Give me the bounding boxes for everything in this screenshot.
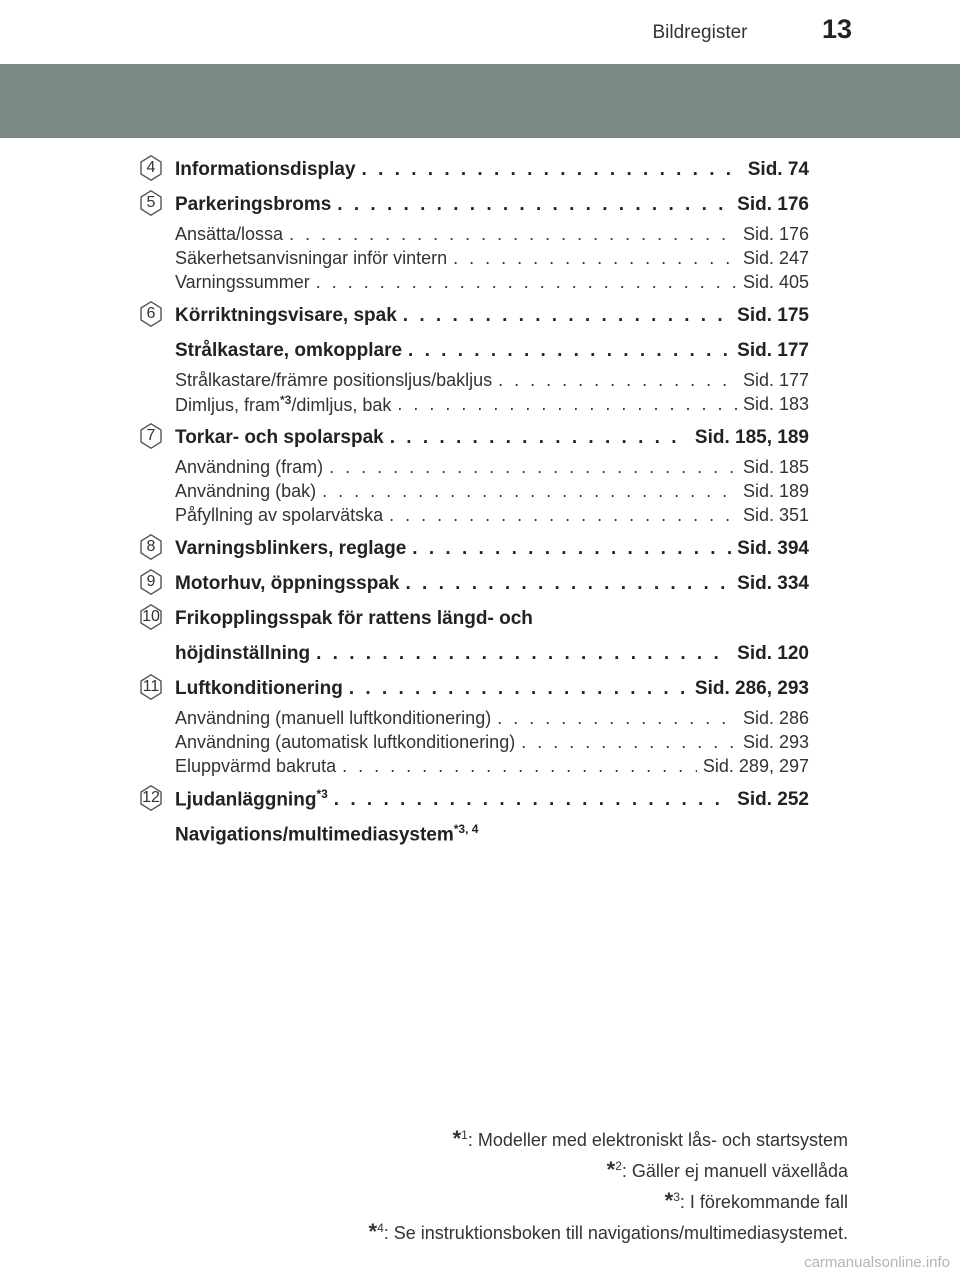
- index-subitem: [175, 368, 809, 392]
- callout-number-badge: [140, 674, 162, 700]
- index-entry: [0, 601, 960, 671]
- footnote-star: *: [606, 1157, 616, 1182]
- index-entry: [0, 187, 960, 298]
- page-reference: Sid. 286, 293: [694, 677, 809, 699]
- page-reference: Sid. 405: [742, 271, 809, 292]
- watermark: carmanualsonline.info: [804, 1254, 950, 1271]
- entry-label: Användning (automatisk luftkonditionering): [175, 731, 516, 752]
- dot-leader: [408, 340, 731, 362]
- dot-leader: [334, 789, 731, 811]
- page-reference: Sid. 183: [742, 393, 809, 414]
- page-reference: Sid. 394: [737, 537, 809, 559]
- index-heading: [175, 298, 809, 333]
- index-subitem: [175, 270, 809, 294]
- badge-number: 10: [142, 608, 160, 625]
- footnote-marker: *3: [280, 392, 292, 407]
- entry-label: Strålkastare/främre positionsljus/bakljus: [175, 369, 493, 390]
- page-reference: Sid. 185: [742, 456, 809, 477]
- dot-leader: [453, 248, 737, 269]
- index-heading: [175, 420, 809, 455]
- dot-leader: [497, 708, 737, 729]
- index-subitem: [175, 455, 809, 479]
- footnote: [148, 1122, 848, 1153]
- index-heading: [175, 531, 809, 566]
- index-subitem: [175, 246, 809, 270]
- entry-label: Användning (fram): [175, 456, 324, 477]
- badge-number: 9: [146, 573, 156, 590]
- entry-label: Ljudanläggning: [175, 789, 317, 811]
- callout-number-badge: [140, 423, 162, 449]
- index-entry: [0, 298, 960, 420]
- footnote-marker: *3: [316, 787, 328, 802]
- badge-number: 4: [146, 159, 156, 176]
- index-entry: [0, 152, 960, 187]
- page-header: [0, 0, 960, 56]
- page-reference: Sid. 252: [737, 788, 809, 810]
- entry-label: Strålkastare, omkopplare: [175, 339, 403, 361]
- page-reference: Sid. 185, 189: [694, 426, 809, 448]
- entry-label-suffix: /dimljus, bak: [291, 394, 392, 415]
- footnote-number: 1: [461, 1128, 468, 1142]
- entry-label: Dimljus, fram: [175, 394, 281, 415]
- badge-number: 7: [146, 427, 156, 444]
- index-entry: [0, 671, 960, 782]
- dot-leader: [349, 678, 689, 700]
- footnote-number: 4: [377, 1221, 384, 1235]
- entry-label: Informationsdisplay: [175, 158, 356, 180]
- badge-number: 11: [142, 678, 160, 695]
- footnote-marker: *3, 4: [453, 822, 479, 837]
- footnote: [148, 1215, 848, 1246]
- page-reference: Sid. 247: [742, 247, 809, 268]
- index-entry: [0, 566, 960, 601]
- dot-leader: [322, 481, 737, 502]
- dot-leader: [412, 538, 731, 560]
- entry-label: Säkerhetsanvisningar inför vintern: [175, 247, 448, 268]
- entry-label: Användning (bak): [175, 480, 317, 501]
- page-reference: Sid. 175: [737, 304, 809, 326]
- dot-leader: [389, 505, 737, 526]
- index-heading: [175, 782, 809, 817]
- dot-leader: [289, 224, 737, 245]
- index-subitem: [175, 754, 809, 778]
- dot-leader: [397, 394, 737, 415]
- section-title: Bildregister: [652, 22, 748, 43]
- entry-label: Påfyllning av spolarvätska: [175, 504, 384, 525]
- dot-leader: [337, 194, 731, 216]
- index-heading: [175, 817, 809, 852]
- dot-leader: [316, 272, 737, 293]
- dot-leader: [316, 643, 731, 665]
- entry-label: Torkar- och spolarspak: [175, 426, 384, 448]
- badge-number: 8: [146, 538, 156, 555]
- callout-number-badge: [140, 534, 162, 560]
- page-reference: Sid. 120: [737, 642, 809, 664]
- dot-leader: [329, 457, 737, 478]
- index-subitem: [175, 392, 809, 416]
- page-reference: Sid. 74: [747, 158, 809, 180]
- footnote-star: *: [368, 1219, 378, 1244]
- footnote-text: : Se instruktionsboken till navigations/multimediasystemet.: [383, 1223, 848, 1243]
- footnote-number: 2: [615, 1159, 622, 1173]
- entry-label: Motorhuv, öppningsspak: [175, 572, 400, 594]
- footnote-text: : Modeller med elektroniskt lås- och startsystem: [467, 1130, 848, 1150]
- footnote: [148, 1184, 848, 1215]
- index-entry: [0, 782, 960, 852]
- dot-leader: [498, 370, 737, 391]
- page-reference: Sid. 351: [742, 504, 809, 525]
- badge-number: 6: [146, 305, 156, 322]
- callout-number-badge: [140, 604, 162, 630]
- page-reference: Sid. 189: [742, 480, 809, 501]
- page-reference: Sid. 286: [742, 707, 809, 728]
- entry-label: Frikopplingsspak för rattens längd- och: [175, 607, 533, 629]
- footnote-text: : Gäller ej manuell växellåda: [621, 1161, 848, 1181]
- callout-number-badge: [140, 190, 162, 216]
- entry-label: Användning (manuell luftkonditionering): [175, 707, 492, 728]
- entry-label: Eluppvärmd bakruta: [175, 755, 337, 776]
- entry-label: Parkeringsbroms: [175, 193, 332, 215]
- callout-number-badge: [140, 301, 162, 327]
- index-list: [0, 152, 960, 852]
- callout-number-badge: [140, 155, 162, 181]
- index-heading: [175, 601, 809, 636]
- footnote-text: : I förekommande fall: [679, 1192, 848, 1212]
- entry-label: höjdinställning: [175, 642, 311, 664]
- page-reference: Sid. 334: [737, 572, 809, 594]
- entry-label: Varningssummer: [175, 271, 310, 292]
- badge-number: 12: [142, 789, 160, 806]
- page-reference: Sid. 176: [742, 223, 809, 244]
- callout-number-badge: [140, 785, 162, 811]
- entry-label: Varningsblinkers, reglage: [175, 537, 407, 559]
- index-entry: [0, 531, 960, 566]
- entry-label: Ansätta/lossa: [175, 223, 284, 244]
- page-reference: Sid. 177: [737, 339, 809, 361]
- dot-leader: [390, 427, 689, 449]
- page-reference: Sid. 177: [742, 369, 809, 390]
- index-heading: [175, 566, 809, 601]
- callout-number-badge: [140, 569, 162, 595]
- index-subitem: [175, 222, 809, 246]
- page-reference: Sid. 293: [742, 731, 809, 752]
- header-band: [0, 64, 960, 138]
- entry-label: Körriktningsvisare, spak: [175, 304, 397, 326]
- footnote-star: *: [452, 1126, 462, 1151]
- index-heading: [175, 187, 809, 222]
- entry-label: Navigations/multimediasystem: [175, 824, 454, 846]
- dot-leader: [521, 732, 737, 753]
- index-entry: [0, 420, 960, 531]
- footnotes: [148, 1122, 848, 1246]
- entry-label: Luftkonditionering: [175, 677, 343, 699]
- dot-leader: [342, 756, 697, 777]
- index-heading: [175, 152, 809, 187]
- dot-leader: [405, 573, 731, 595]
- page-reference: Sid. 289, 297: [702, 755, 809, 776]
- index-subitem: [175, 503, 809, 527]
- index-subitem: [175, 479, 809, 503]
- footnote-star: *: [664, 1188, 674, 1213]
- index-heading: [175, 333, 809, 368]
- index-heading: [175, 636, 809, 671]
- footnote-number: 3: [673, 1190, 680, 1204]
- index-heading: [175, 671, 809, 706]
- page-number: 13: [821, 14, 853, 44]
- index-subitem: [175, 706, 809, 730]
- index-subitem: [175, 730, 809, 754]
- badge-number: 5: [146, 194, 156, 211]
- dot-leader: [362, 159, 742, 181]
- dot-leader: [403, 305, 731, 327]
- page-reference: Sid. 176: [737, 193, 809, 215]
- footnote: [148, 1153, 848, 1184]
